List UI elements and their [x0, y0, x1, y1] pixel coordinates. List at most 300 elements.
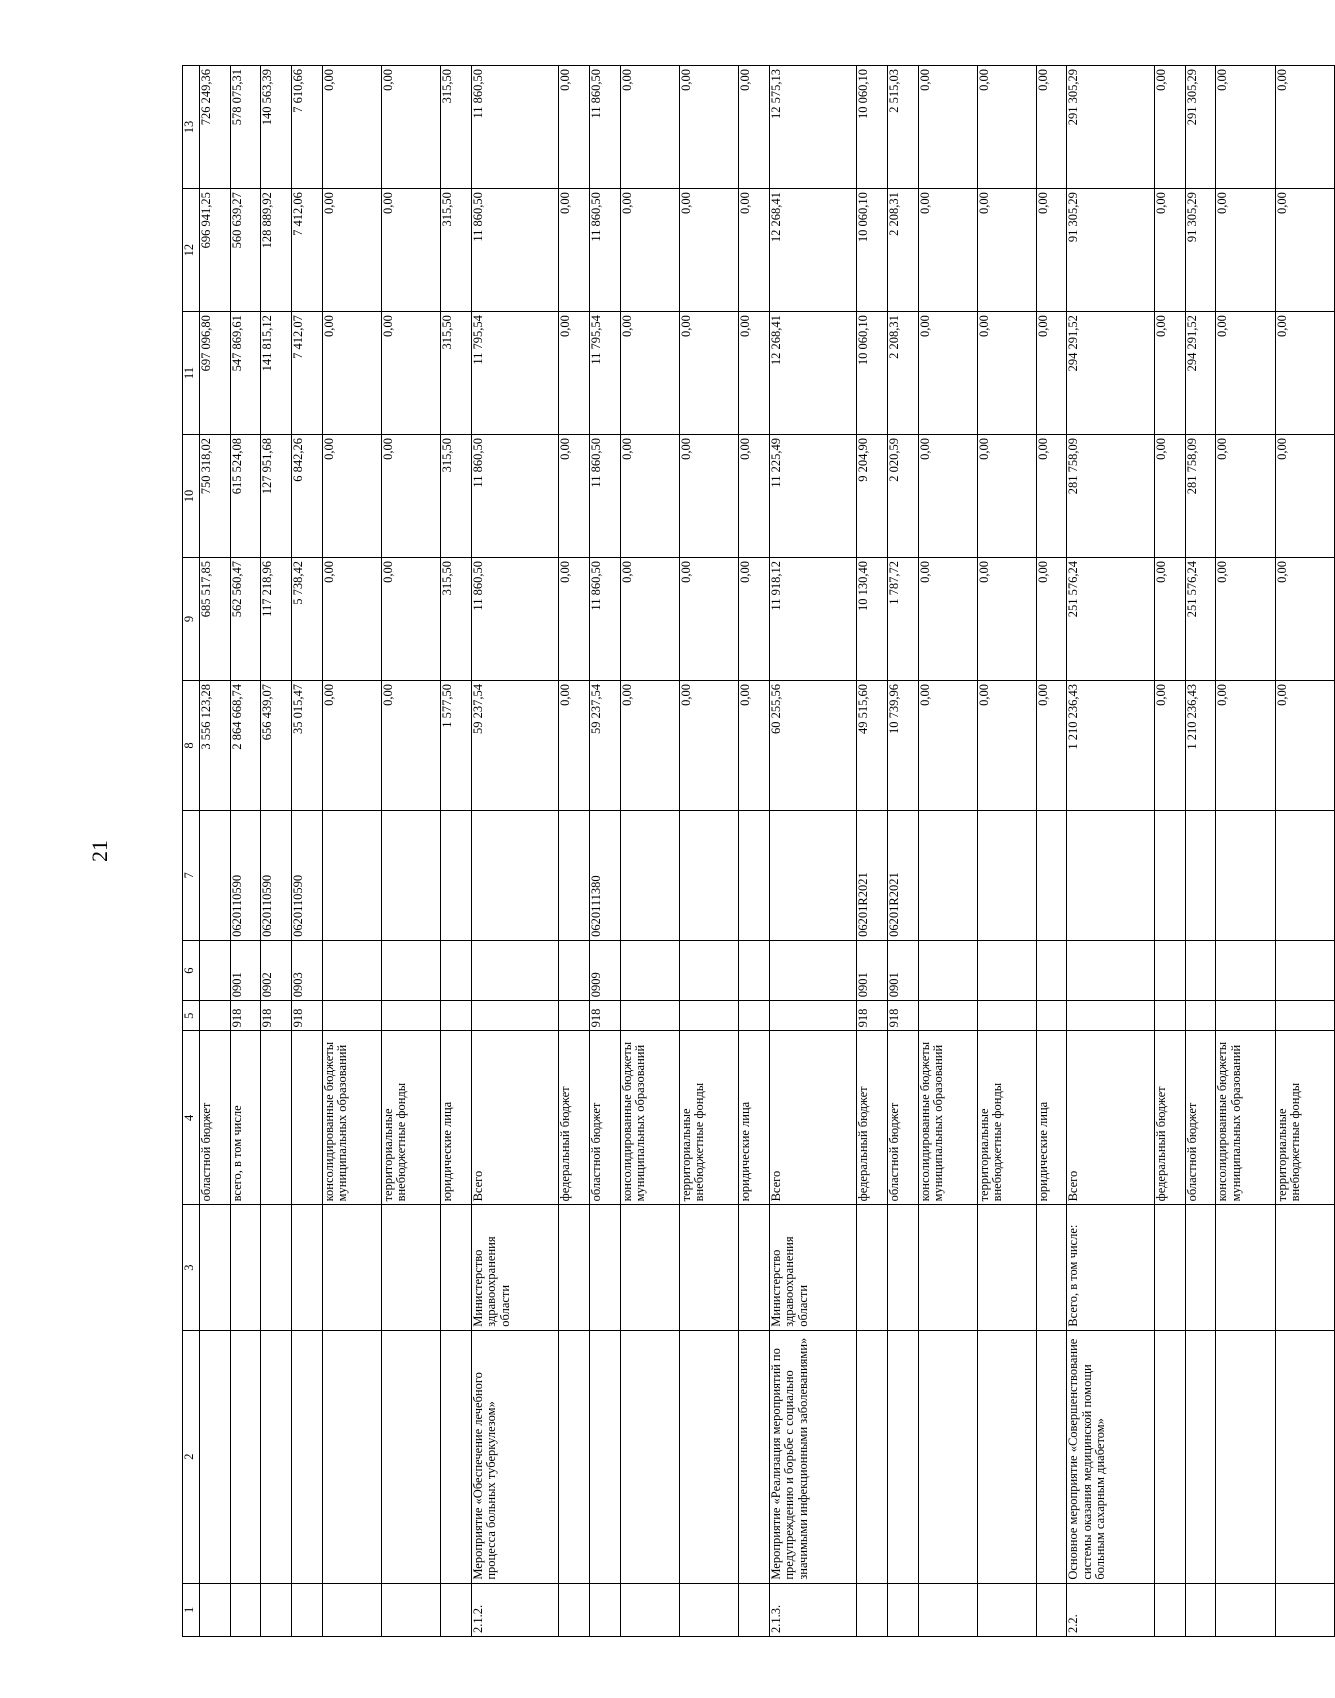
total-amount-cell: 1 210 236,43: [1067, 681, 1155, 811]
measure-name-cell: [559, 1330, 590, 1583]
year-5-amount-cell: 0,00: [559, 66, 590, 189]
total-amount-cell: 0,00: [620, 681, 679, 811]
funding-source-cell: консолидированные бюджеты муниципальных образований: [1216, 1031, 1275, 1205]
grbs-code-cell: [440, 1001, 471, 1031]
budget-table-container: [182, 65, 1335, 1637]
year-3-amount-cell: 7 412,07: [291, 312, 322, 435]
year-5-amount-cell: 2 515,03: [887, 66, 918, 189]
funding-source-cell: федеральный бюджет: [559, 1031, 590, 1205]
year-5-amount-cell: 291 305,29: [1185, 66, 1216, 189]
year-3-amount-cell: 141 815,12: [261, 312, 292, 435]
total-amount-cell: 1 577,50: [440, 681, 471, 811]
year-1-amount-cell: 315,50: [440, 558, 471, 681]
year-3-amount-cell: 2 208,31: [887, 312, 918, 435]
target-article-code-cell: [918, 810, 977, 940]
measure-name-cell: [261, 1330, 292, 1583]
year-5-amount-cell: 0,00: [1036, 66, 1067, 189]
section-code-cell: [1216, 940, 1275, 1000]
year-5-amount-cell: 11 860,50: [471, 66, 559, 189]
table-row: [738, 66, 769, 1637]
year-3-amount-cell: 10 060,10: [857, 312, 888, 435]
funding-source-cell: территориальные внебюджетные фонды: [1275, 1031, 1334, 1205]
header-cell: 2: [183, 1330, 200, 1583]
table-row: [977, 66, 1036, 1637]
section-code-cell: [559, 940, 590, 1000]
funding-source-cell: территориальные внебюджетные фонды: [679, 1031, 738, 1205]
grbs-code-cell: 918: [589, 1001, 620, 1031]
funding-source-cell: областной бюджет: [1185, 1031, 1216, 1205]
total-amount-cell: 59 237,54: [471, 681, 559, 811]
funding-source-cell: территориальные внебюджетные фонды: [977, 1031, 1036, 1205]
year-1-amount-cell: 0,00: [1155, 558, 1186, 681]
executor-cell: Министерство здравоохранения области: [471, 1205, 559, 1330]
header-cell: 11: [183, 312, 200, 435]
section-code-cell: [769, 940, 857, 1000]
section-code-cell: 0909: [589, 940, 620, 1000]
executor-cell: Министерство здравоохранения области: [769, 1205, 857, 1330]
year-4-amount-cell: 10 060,10: [857, 189, 888, 312]
year-3-amount-cell: 0,00: [322, 312, 381, 435]
table-row: [918, 66, 977, 1637]
target-article-code-cell: [977, 810, 1036, 940]
grbs-code-cell: 918: [857, 1001, 888, 1031]
year-1-amount-cell: 251 576,24: [1185, 558, 1216, 681]
target-article-code-cell: [1036, 810, 1067, 940]
year-4-amount-cell: 0,00: [322, 189, 381, 312]
target-article-code-cell: [322, 810, 381, 940]
page-number: 21: [87, 840, 112, 862]
year-3-amount-cell: 547 869,61: [230, 312, 261, 435]
total-amount-cell: 0,00: [918, 681, 977, 811]
total-amount-cell: 0,00: [1275, 681, 1334, 811]
target-article-code-cell: [1067, 810, 1155, 940]
year-3-amount-cell: 11 795,54: [471, 312, 559, 435]
year-2-amount-cell: 281 758,09: [1185, 435, 1216, 558]
table-row: [769, 66, 857, 1637]
measure-name-cell: [1185, 1330, 1216, 1583]
executor-cell: [620, 1205, 679, 1330]
funding-source-cell: Всего: [1067, 1031, 1155, 1205]
section-code-cell: [200, 940, 231, 1000]
executor-cell: [1036, 1205, 1067, 1330]
table-row: [679, 66, 738, 1637]
year-4-amount-cell: 0,00: [1275, 189, 1334, 312]
row-number-cell: [1275, 1583, 1334, 1636]
target-article-code-cell: [620, 810, 679, 940]
year-2-amount-cell: 11 860,50: [471, 435, 559, 558]
measure-name-cell: [857, 1330, 888, 1583]
funding-source-cell: областной бюджет: [589, 1031, 620, 1205]
year-2-amount-cell: 11 225,49: [769, 435, 857, 558]
funding-source-cell: федеральный бюджет: [1155, 1031, 1186, 1205]
section-code-cell: 0901: [887, 940, 918, 1000]
funding-source-cell: консолидированные бюджеты муниципальных образований: [620, 1031, 679, 1205]
year-2-amount-cell: 315,50: [440, 435, 471, 558]
table-body: [200, 66, 1335, 1637]
grbs-code-cell: [322, 1001, 381, 1031]
section-code-cell: [1036, 940, 1067, 1000]
year-1-amount-cell: 0,00: [1036, 558, 1067, 681]
target-article-code-cell: [1216, 810, 1275, 940]
year-2-amount-cell: 0,00: [738, 435, 769, 558]
year-5-amount-cell: 0,00: [738, 66, 769, 189]
table-row: [857, 66, 888, 1637]
year-1-amount-cell: 0,00: [620, 558, 679, 681]
measure-name-cell: [1275, 1330, 1334, 1583]
section-code-cell: [1185, 940, 1216, 1000]
year-2-amount-cell: 0,00: [1155, 435, 1186, 558]
row-number-cell: 2.1.3.: [769, 1583, 857, 1636]
table-row: [381, 66, 440, 1637]
year-1-amount-cell: 0,00: [559, 558, 590, 681]
year-2-amount-cell: 11 860,50: [589, 435, 620, 558]
year-4-amount-cell: 0,00: [679, 189, 738, 312]
year-5-amount-cell: 578 075,31: [230, 66, 261, 189]
year-2-amount-cell: 0,00: [977, 435, 1036, 558]
year-2-amount-cell: 0,00: [679, 435, 738, 558]
year-2-amount-cell: 9 204,90: [857, 435, 888, 558]
grbs-code-cell: [1155, 1001, 1186, 1031]
year-1-amount-cell: 0,00: [918, 558, 977, 681]
table-row: [230, 66, 261, 1637]
header-cell: 6: [183, 940, 200, 1000]
target-article-code-cell: 0620110590: [230, 810, 261, 940]
row-number-cell: [857, 1583, 888, 1636]
funding-source-cell: юридические лица: [1036, 1031, 1067, 1205]
grbs-code-cell: [977, 1001, 1036, 1031]
year-4-amount-cell: 91 305,29: [1067, 189, 1155, 312]
total-amount-cell: 0,00: [1216, 681, 1275, 811]
section-code-cell: 0903: [291, 940, 322, 1000]
row-number-cell: [200, 1583, 231, 1636]
executor-cell: [977, 1205, 1036, 1330]
total-amount-cell: 2 864 668,74: [230, 681, 261, 811]
total-amount-cell: 10 739,96: [887, 681, 918, 811]
total-amount-cell: 0,00: [1036, 681, 1067, 811]
funding-source-cell: областной бюджет: [200, 1031, 231, 1205]
measure-name-cell: [291, 1330, 322, 1583]
year-4-amount-cell: 560 639,27: [230, 189, 261, 312]
year-2-amount-cell: 0,00: [559, 435, 590, 558]
measure-name-cell: [381, 1330, 440, 1583]
year-5-amount-cell: 0,00: [381, 66, 440, 189]
table-row: [261, 66, 292, 1637]
year-5-amount-cell: 726 249,36: [200, 66, 231, 189]
total-amount-cell: 0,00: [738, 681, 769, 811]
header-cell: 3: [183, 1205, 200, 1330]
funding-source-cell: [261, 1031, 292, 1205]
measure-name-cell: Основное мероприятие «Совершенствование системы оказания медицинской помощи больным сахарным диабетом»: [1067, 1330, 1155, 1583]
measure-name-cell: [589, 1330, 620, 1583]
year-1-amount-cell: 0,00: [679, 558, 738, 681]
year-1-amount-cell: 0,00: [977, 558, 1036, 681]
header-cell: 13: [183, 66, 200, 189]
measure-name-cell: [1155, 1330, 1186, 1583]
total-amount-cell: 59 237,54: [589, 681, 620, 811]
header-cell: 7: [183, 810, 200, 940]
section-code-cell: [620, 940, 679, 1000]
funding-source-cell: Всего: [471, 1031, 559, 1205]
grbs-code-cell: [200, 1001, 231, 1031]
header-cell: 4: [183, 1031, 200, 1205]
year-4-amount-cell: 0,00: [1155, 189, 1186, 312]
measure-name-cell: [620, 1330, 679, 1583]
year-4-amount-cell: 11 860,50: [471, 189, 559, 312]
year-5-amount-cell: 12 575,13: [769, 66, 857, 189]
table-row: [1036, 66, 1067, 1637]
section-code-cell: [738, 940, 769, 1000]
year-3-amount-cell: 294 291,52: [1067, 312, 1155, 435]
total-amount-cell: 35 015,47: [291, 681, 322, 811]
year-4-amount-cell: 315,50: [440, 189, 471, 312]
executor-cell: [857, 1205, 888, 1330]
measure-name-cell: [1036, 1330, 1067, 1583]
executor-cell: [322, 1205, 381, 1330]
year-5-amount-cell: 140 563,39: [261, 66, 292, 189]
executor-cell: [1155, 1205, 1186, 1330]
section-code-cell: [1067, 940, 1155, 1000]
year-1-amount-cell: 5 738,42: [291, 558, 322, 681]
executor-cell: [559, 1205, 590, 1330]
year-1-amount-cell: 11 860,50: [589, 558, 620, 681]
measure-name-cell: [887, 1330, 918, 1583]
year-4-amount-cell: 0,00: [977, 189, 1036, 312]
year-5-amount-cell: 0,00: [977, 66, 1036, 189]
funding-source-cell: Всего: [769, 1031, 857, 1205]
year-4-amount-cell: 0,00: [559, 189, 590, 312]
year-3-amount-cell: 0,00: [977, 312, 1036, 435]
grbs-code-cell: 918: [261, 1001, 292, 1031]
total-amount-cell: 0,00: [559, 681, 590, 811]
year-3-amount-cell: 12 268,41: [769, 312, 857, 435]
grbs-code-cell: [620, 1001, 679, 1031]
grbs-code-cell: 918: [887, 1001, 918, 1031]
measure-name-cell: Мероприятие «Реализация мероприятий по предупреждению и борьбе с социально значимыми инфекционными заболеваниями»: [769, 1330, 857, 1583]
row-number-cell: [230, 1583, 261, 1636]
year-5-amount-cell: 0,00: [620, 66, 679, 189]
target-article-code-cell: 0620110590: [261, 810, 292, 940]
target-article-code-cell: [1185, 810, 1216, 940]
year-2-amount-cell: 0,00: [918, 435, 977, 558]
section-code-cell: 0901: [230, 940, 261, 1000]
grbs-code-cell: [381, 1001, 440, 1031]
year-3-amount-cell: 11 795,54: [589, 312, 620, 435]
year-3-amount-cell: 315,50: [440, 312, 471, 435]
year-1-amount-cell: 251 576,24: [1067, 558, 1155, 681]
year-1-amount-cell: 0,00: [1216, 558, 1275, 681]
year-4-amount-cell: 0,00: [1036, 189, 1067, 312]
grbs-code-cell: [679, 1001, 738, 1031]
year-3-amount-cell: 294 291,52: [1185, 312, 1216, 435]
grbs-code-cell: [918, 1001, 977, 1031]
section-code-cell: [440, 940, 471, 1000]
grbs-code-cell: [559, 1001, 590, 1031]
measure-name-cell: [918, 1330, 977, 1583]
year-4-amount-cell: 12 268,41: [769, 189, 857, 312]
section-code-cell: [471, 940, 559, 1000]
grbs-code-cell: 918: [230, 1001, 261, 1031]
total-amount-cell: 0,00: [381, 681, 440, 811]
grbs-code-cell: [1036, 1001, 1067, 1031]
row-number-cell: [322, 1583, 381, 1636]
year-3-amount-cell: 0,00: [1155, 312, 1186, 435]
measure-name-cell: [1216, 1330, 1275, 1583]
table-row: [1067, 66, 1155, 1637]
year-5-amount-cell: 10 060,10: [857, 66, 888, 189]
measure-name-cell: Мероприятие «Обеспечение лечебного процесса больных туберкулезом»: [471, 1330, 559, 1583]
executor-cell: [261, 1205, 292, 1330]
year-5-amount-cell: 0,00: [679, 66, 738, 189]
executor-cell: [1216, 1205, 1275, 1330]
header-cell: 5: [183, 1001, 200, 1031]
section-code-cell: [679, 940, 738, 1000]
total-amount-cell: 49 515,60: [857, 681, 888, 811]
executor-cell: [679, 1205, 738, 1330]
year-5-amount-cell: 0,00: [918, 66, 977, 189]
measure-name-cell: [977, 1330, 1036, 1583]
year-2-amount-cell: 0,00: [620, 435, 679, 558]
executor-cell: [738, 1205, 769, 1330]
year-4-amount-cell: 11 860,50: [589, 189, 620, 312]
row-number-cell: [887, 1583, 918, 1636]
funding-source-cell: всего, в том числе: [230, 1031, 261, 1205]
year-3-amount-cell: 0,00: [679, 312, 738, 435]
year-4-amount-cell: 696 941,25: [200, 189, 231, 312]
year-3-amount-cell: 697 096,80: [200, 312, 231, 435]
year-1-amount-cell: 685 517,85: [200, 558, 231, 681]
target-article-code-cell: 06201R2021: [857, 810, 888, 940]
funding-source-cell: областной бюджет: [887, 1031, 918, 1205]
year-2-amount-cell: 0,00: [322, 435, 381, 558]
funding-source-cell: юридические лица: [440, 1031, 471, 1205]
header-cell: 10: [183, 435, 200, 558]
grbs-code-cell: 918: [291, 1001, 322, 1031]
year-3-amount-cell: 0,00: [1036, 312, 1067, 435]
header-cell: 9: [183, 558, 200, 681]
target-article-code-cell: 0620111380: [589, 810, 620, 940]
total-amount-cell: 60 255,56: [769, 681, 857, 811]
section-code-cell: [322, 940, 381, 1000]
year-3-amount-cell: 0,00: [1275, 312, 1334, 435]
target-article-code-cell: 06201R2021: [887, 810, 918, 940]
row-number-cell: [559, 1583, 590, 1636]
total-amount-cell: 0,00: [322, 681, 381, 811]
year-3-amount-cell: 0,00: [918, 312, 977, 435]
year-5-amount-cell: 7 610,66: [291, 66, 322, 189]
year-1-amount-cell: 0,00: [1275, 558, 1334, 681]
target-article-code-cell: [1275, 810, 1334, 940]
year-2-amount-cell: 750 318,02: [200, 435, 231, 558]
year-1-amount-cell: 1 787,72: [887, 558, 918, 681]
year-3-amount-cell: 0,00: [1216, 312, 1275, 435]
funding-source-cell: [291, 1031, 322, 1205]
year-3-amount-cell: 0,00: [738, 312, 769, 435]
table-row: [1155, 66, 1186, 1637]
table-header: [183, 66, 200, 1637]
grbs-code-cell: [1067, 1001, 1155, 1031]
table-row: [440, 66, 471, 1637]
executor-cell: [291, 1205, 322, 1330]
year-5-amount-cell: 0,00: [1155, 66, 1186, 189]
funding-source-cell: территориальные внебюджетные фонды: [381, 1031, 440, 1205]
grbs-code-cell: [471, 1001, 559, 1031]
funding-source-cell: юридические лица: [738, 1031, 769, 1205]
row-number-cell: [589, 1583, 620, 1636]
section-code-cell: [1275, 940, 1334, 1000]
section-code-cell: [918, 940, 977, 1000]
target-article-code-cell: [738, 810, 769, 940]
row-number-cell: [738, 1583, 769, 1636]
year-2-amount-cell: 615 524,08: [230, 435, 261, 558]
section-code-cell: 0901: [857, 940, 888, 1000]
row-number-cell: [1155, 1583, 1186, 1636]
measure-name-cell: [679, 1330, 738, 1583]
executor-cell: [1185, 1205, 1216, 1330]
year-4-amount-cell: 0,00: [918, 189, 977, 312]
table-row: [620, 66, 679, 1637]
row-number-cell: 2.1.2.: [471, 1583, 559, 1636]
total-amount-cell: 0,00: [1155, 681, 1186, 811]
grbs-code-cell: [769, 1001, 857, 1031]
target-article-code-cell: [679, 810, 738, 940]
table-row: [291, 66, 322, 1637]
row-number-cell: [261, 1583, 292, 1636]
executor-cell: [381, 1205, 440, 1330]
row-number-cell: [918, 1583, 977, 1636]
year-3-amount-cell: 0,00: [620, 312, 679, 435]
year-1-amount-cell: 117 218,96: [261, 558, 292, 681]
year-2-amount-cell: 0,00: [381, 435, 440, 558]
year-4-amount-cell: 91 305,29: [1185, 189, 1216, 312]
year-2-amount-cell: 2 020,59: [887, 435, 918, 558]
measure-name-cell: [200, 1330, 231, 1583]
target-article-code-cell: [471, 810, 559, 940]
section-code-cell: [1155, 940, 1186, 1000]
year-1-amount-cell: 0,00: [322, 558, 381, 681]
total-amount-cell: 1 210 236,43: [1185, 681, 1216, 811]
row-number-cell: [679, 1583, 738, 1636]
year-1-amount-cell: 11 860,50: [471, 558, 559, 681]
budget-table: [182, 65, 1335, 1637]
target-article-code-cell: [200, 810, 231, 940]
table-row: [589, 66, 620, 1637]
grbs-code-cell: [1275, 1001, 1334, 1031]
table-row: [322, 66, 381, 1637]
funding-source-cell: федеральный бюджет: [857, 1031, 888, 1205]
year-2-amount-cell: 0,00: [1036, 435, 1067, 558]
grbs-code-cell: [738, 1001, 769, 1031]
table-row: [200, 66, 231, 1637]
year-3-amount-cell: 0,00: [381, 312, 440, 435]
measure-name-cell: [738, 1330, 769, 1583]
year-5-amount-cell: 11 860,50: [589, 66, 620, 189]
year-1-amount-cell: 0,00: [381, 558, 440, 681]
year-2-amount-cell: 6 842,26: [291, 435, 322, 558]
table-row: [887, 66, 918, 1637]
year-5-amount-cell: 0,00: [322, 66, 381, 189]
measure-name-cell: [230, 1330, 261, 1583]
year-3-amount-cell: 0,00: [559, 312, 590, 435]
target-article-code-cell: [1155, 810, 1186, 940]
target-article-code-cell: [440, 810, 471, 940]
row-number-cell: [977, 1583, 1036, 1636]
measure-name-cell: [440, 1330, 471, 1583]
row-number-cell: [291, 1583, 322, 1636]
section-code-cell: 0902: [261, 940, 292, 1000]
year-5-amount-cell: 0,00: [1216, 66, 1275, 189]
year-1-amount-cell: 562 560,47: [230, 558, 261, 681]
table-row: [559, 66, 590, 1637]
